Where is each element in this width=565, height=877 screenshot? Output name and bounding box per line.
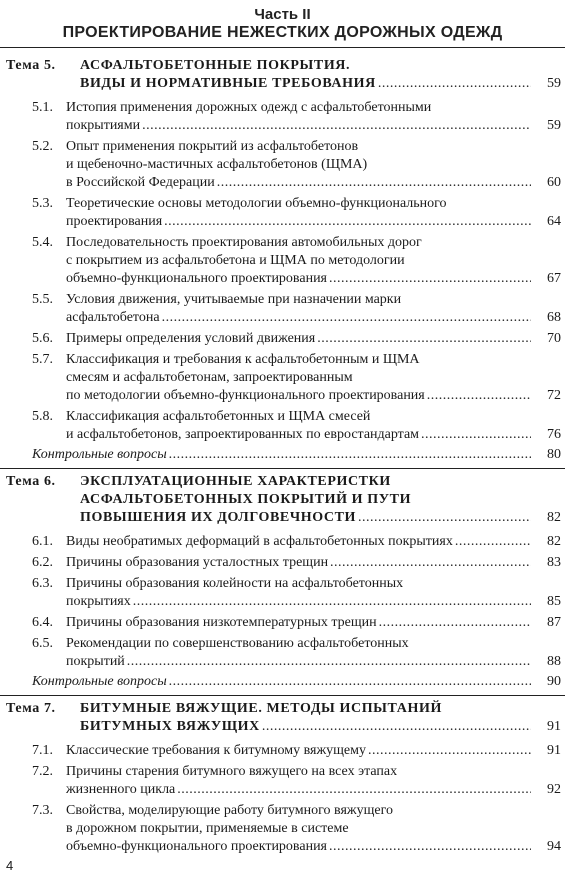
item-number: 6.2. bbox=[32, 555, 53, 570]
rule-top bbox=[0, 47, 565, 48]
item-number: 6.5. bbox=[32, 636, 53, 651]
topic-label: Тема 5. bbox=[6, 58, 56, 73]
topic-title-line: БИТУМНЫХ ВЯЖУЩИХ bbox=[80, 719, 260, 734]
leader-dots bbox=[169, 446, 531, 464]
item-text-line: Условия движения, учитываемые при назначении марки bbox=[66, 292, 402, 307]
item-page: 82 bbox=[547, 534, 561, 549]
topic-page: 82 bbox=[547, 510, 561, 525]
leader-dots bbox=[379, 614, 531, 632]
topic-title-line: АСФАЛЬТОБЕТОННЫЕ ПОКРЫТИЯ. bbox=[80, 58, 351, 73]
topic-label: Тема 6. bbox=[6, 474, 56, 489]
item-page: 70 bbox=[547, 331, 561, 346]
item-text-line: жизненного цикла bbox=[66, 782, 176, 797]
item-page: 72 bbox=[547, 388, 561, 403]
section-rule bbox=[0, 695, 565, 696]
item-text-line: Классификация и требования к асфальтобетонным и ЩМА bbox=[66, 352, 420, 367]
leader-dots bbox=[368, 742, 531, 760]
item-text-line: Истопия применения дорожных одежд с асфальтобетонными bbox=[66, 100, 432, 115]
leader-dots bbox=[262, 718, 531, 736]
leader-dots bbox=[177, 781, 531, 799]
part-title: ПРОЕКТИРОВАНИЕ НЕЖЕСТКИХ ДОРОЖНЫХ ОДЕЖД bbox=[62, 24, 503, 41]
item-text-line: и асфальтобетонов, запроектированных по евростандартам bbox=[66, 427, 420, 442]
item-text-line: объемно-функционального проектирования bbox=[66, 271, 327, 286]
item-page: 60 bbox=[547, 175, 561, 190]
leader-dots bbox=[162, 309, 531, 327]
item-number: 6.4. bbox=[32, 615, 53, 630]
item-text-line: по методологии объемно-функционального проектирования bbox=[66, 388, 425, 403]
control-questions-label: Контрольные вопросы bbox=[32, 447, 167, 462]
leader-dots bbox=[142, 117, 531, 135]
item-number: 7.1. bbox=[32, 743, 53, 758]
item-text-line: покрытиями bbox=[66, 118, 141, 133]
leader-dots bbox=[329, 838, 531, 856]
item-page: 87 bbox=[547, 615, 561, 630]
item-number: 7.3. bbox=[32, 803, 53, 818]
part-label: Часть II bbox=[254, 6, 311, 23]
item-text-line: асфальтобетона bbox=[66, 310, 160, 325]
item-text-line: Свойства, моделирующие работу битумного вяжущего bbox=[66, 803, 393, 818]
item-page: 59 bbox=[547, 118, 561, 133]
control-questions-page: 90 bbox=[547, 674, 561, 689]
leader-dots bbox=[378, 75, 531, 93]
topic-title-line: ВИДЫ И НОРМАТИВНЫЕ ТРЕБОВАНИЯ bbox=[80, 76, 376, 91]
item-number: 5.3. bbox=[32, 196, 53, 211]
item-text-line: Виды необратимых деформаций в асфальтобетонных покрытиях bbox=[66, 534, 453, 549]
item-text-line: Примеры определения условий движения bbox=[66, 331, 316, 346]
item-text-line: в Российской Федерации bbox=[66, 175, 215, 190]
topic-title-line: БИТУМНЫЕ ВЯЖУЩИЕ. МЕТОДЫ ИСПЫТАНИЙ bbox=[80, 701, 442, 716]
item-text-line: смесям и асфальтобетонам, запроектированным bbox=[66, 370, 353, 385]
leader-dots bbox=[421, 426, 531, 444]
item-page: 67 bbox=[547, 271, 561, 286]
leader-dots bbox=[329, 270, 531, 288]
leader-dots bbox=[127, 653, 531, 671]
item-number: 5.2. bbox=[32, 139, 53, 154]
item-text-line: и щебеночно-мастичных асфальтобетонов (ЩМА) bbox=[66, 157, 368, 172]
page-number: 4 bbox=[6, 858, 14, 873]
item-page: 92 bbox=[547, 782, 561, 797]
leader-dots bbox=[455, 533, 531, 551]
topic-title-line: АСФАЛЬТОБЕТОННЫХ ПОКРЫТИЙ И ПУТИ bbox=[80, 492, 412, 507]
item-text-line: Причины старения битумного вяжущего на всех этапах bbox=[66, 764, 398, 779]
leader-dots bbox=[217, 174, 531, 192]
item-number: 7.2. bbox=[32, 764, 53, 779]
item-text-line: Теоретические основы методологии объемно-функционального bbox=[66, 196, 447, 211]
leader-dots bbox=[358, 509, 531, 527]
leader-dots bbox=[133, 593, 531, 611]
item-page: 94 bbox=[547, 839, 561, 854]
item-number: 5.6. bbox=[32, 331, 53, 346]
item-number: 5.8. bbox=[32, 409, 53, 424]
topic-page: 91 bbox=[547, 719, 561, 734]
topic-label: Тема 7. bbox=[6, 701, 56, 716]
item-text-line: Классические требования к битумному вяжущему bbox=[66, 743, 366, 758]
item-text-line: Последовательность проектирования автомобильных дорог bbox=[66, 235, 422, 250]
item-page: 91 bbox=[547, 743, 561, 758]
item-number: 6.1. bbox=[32, 534, 53, 549]
leader-dots bbox=[330, 554, 531, 572]
leader-dots bbox=[427, 387, 531, 405]
item-number: 5.7. bbox=[32, 352, 53, 367]
item-text-line: Опыт применения покрытий из асфальтобетонов bbox=[66, 139, 359, 154]
item-text-line: покрытиях bbox=[66, 594, 131, 609]
item-page: 85 bbox=[547, 594, 561, 609]
section-rule bbox=[0, 468, 565, 469]
item-number: 6.3. bbox=[32, 576, 53, 591]
item-text-line: проектирования bbox=[66, 214, 163, 229]
item-text-line: Причины образования усталостных трещин bbox=[66, 555, 329, 570]
item-page: 64 bbox=[547, 214, 561, 229]
item-text-line: Причины образования колейности на асфальтобетонных bbox=[66, 576, 404, 591]
topic-title-line: ПОВЫШЕНИЯ ИХ ДОЛГОВЕЧНОСТИ bbox=[80, 510, 357, 525]
item-number: 5.4. bbox=[32, 235, 53, 250]
item-page: 68 bbox=[547, 310, 561, 325]
leader-dots bbox=[317, 330, 531, 348]
control-questions-label: Контрольные вопросы bbox=[32, 674, 167, 689]
item-text-line: объемно-функционального проектирования bbox=[66, 839, 327, 854]
item-page: 83 bbox=[547, 555, 561, 570]
item-text-line: Рекомендации по совершенствованию асфальтобетонных bbox=[66, 636, 409, 651]
item-number: 5.1. bbox=[32, 100, 53, 115]
item-text-line: Классификация асфальтобетонных и ЩМА смесей bbox=[66, 409, 371, 424]
topic-page: 59 bbox=[547, 76, 561, 91]
item-text-line: в дорожном покрытии, применяемые в системе bbox=[66, 821, 349, 836]
control-questions-page: 80 bbox=[547, 447, 561, 462]
topic-title-line: ЭКСПЛУАТАЦИОННЫЕ ХАРАКТЕРИСТКИ bbox=[80, 474, 391, 489]
item-text-line: Причины образования низкотемпературных трещин bbox=[66, 615, 377, 630]
leader-dots bbox=[164, 213, 531, 231]
item-text-line: с покрытием из асфальтобетона и ЩМА по методологии bbox=[66, 253, 405, 268]
leader-dots bbox=[169, 673, 531, 691]
item-number: 5.5. bbox=[32, 292, 53, 307]
item-page: 76 bbox=[547, 427, 561, 442]
item-text-line: покрытий bbox=[66, 654, 125, 669]
item-page: 88 bbox=[547, 654, 561, 669]
